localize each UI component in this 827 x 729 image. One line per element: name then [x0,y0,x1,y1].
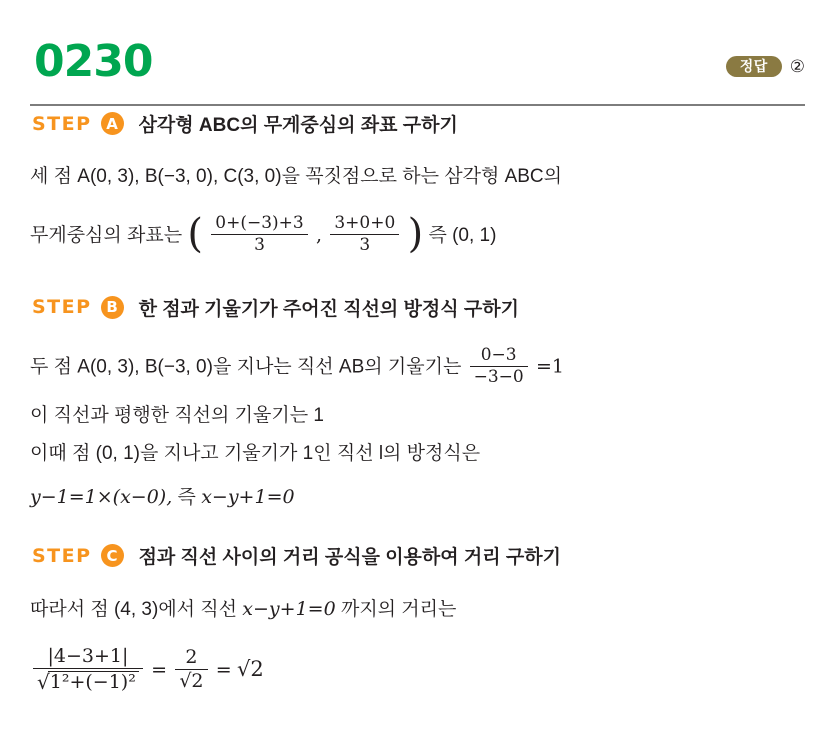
distance-result: √2 [237,656,264,681]
step-c-line-1-text: 따라서 점 (4, 3)에서 직선 [30,599,238,621]
step-badge-c: C [101,544,124,567]
distance-calculation [30,644,827,695]
step-b-line-2: 이 직선과 평행한 직선의 기울기는 1 [30,404,324,426]
page-header [0,0,827,86]
centroid-x-denominator: 3 [254,235,265,255]
step-a-line-3-text: 즉 (0, 1) [428,224,497,246]
answer-badge-group [726,56,805,77]
close-paren: ) [407,210,424,257]
step-word-a: STEP [32,112,92,135]
step-header-a [32,110,827,137]
equation-connector: 즉 [177,486,196,508]
step-badge-b: B [101,296,124,319]
step-a-line-2-text: 무게중심의 좌표는 [30,224,183,246]
step-title-b: 한 점과 기울기가 주어진 직선의 방정식 구하기 [138,298,519,320]
slope-numerator: 0−3 [470,346,528,367]
line-equation-point-slope: y−1=1×(x−0), [30,485,173,508]
slope-fraction [470,346,528,387]
equals-2: = [215,658,232,681]
solution-body [0,110,827,694]
simplified-denominator: √2 [179,669,204,692]
problem-number: 0230 [34,36,153,87]
sqrt-icon: √ [37,669,50,694]
denominator-sqrt [37,670,139,693]
step-badge-a: A [101,112,124,135]
slope-result: =1 [536,355,565,378]
centroid-y-numerator: 3+0+0 [330,214,399,235]
header-divider [30,104,805,106]
step-header-b [32,294,827,321]
step-b-line-1-row [30,344,827,388]
step-word-c: STEP [32,544,92,567]
step-b-equation-row [30,483,827,513]
step-b-line-1-text: 두 점 A(0, 3), B(−3, 0)을 지나는 직선 AB의 기울기는 [30,356,462,378]
open-paren: ( [187,210,204,257]
step-word-b: STEP [32,296,92,318]
distance-denominator [33,669,143,693]
step-title-a: 삼각형 ABC의 무게중심의 좌표 구하기 [138,115,458,136]
centroid-x-fraction [211,214,307,255]
equals-1: = [151,658,168,681]
simplified-fraction [175,647,207,693]
distance-fraction [33,646,143,694]
step-a-line-1: 세 점 A(0, 3), B(−3, 0), C(3, 0)을 꼭짓점으로 하는 삼각형 ABC의 [30,166,563,187]
centroid-x-numerator: 0+(−3)+3 [211,214,307,235]
step-title-c: 점과 직선 사이의 거리 공식을 이용하여 거리 구하기 [138,547,561,569]
centroid-y-denominator: 3 [359,235,371,255]
step-c-line-equation: x−y+1=0 [242,598,336,621]
distance-numerator: |4−3+1| [33,646,143,669]
answer-label: 정답 [726,56,782,77]
simplified-numerator: 2 [175,647,207,670]
step-b-line-3: 이때 점 (0, 1)을 지나고 기울기가 1인 직선 l의 방정식은 [30,443,481,465]
denominator-radicand: 1²+(−1)² [48,671,139,693]
step-c-line-1-row [30,595,827,625]
step-a-line-2-row [30,206,827,266]
step-header-c [32,542,827,569]
slope-denominator: −3−0 [473,366,524,387]
line-equation-standard: x−y+1=0 [201,485,295,508]
comma-separator: , [316,223,323,246]
step-c-line-1-tail: 까지의 거리는 [340,599,457,621]
answer-value: ② [789,57,805,76]
centroid-y-fraction [330,214,399,255]
